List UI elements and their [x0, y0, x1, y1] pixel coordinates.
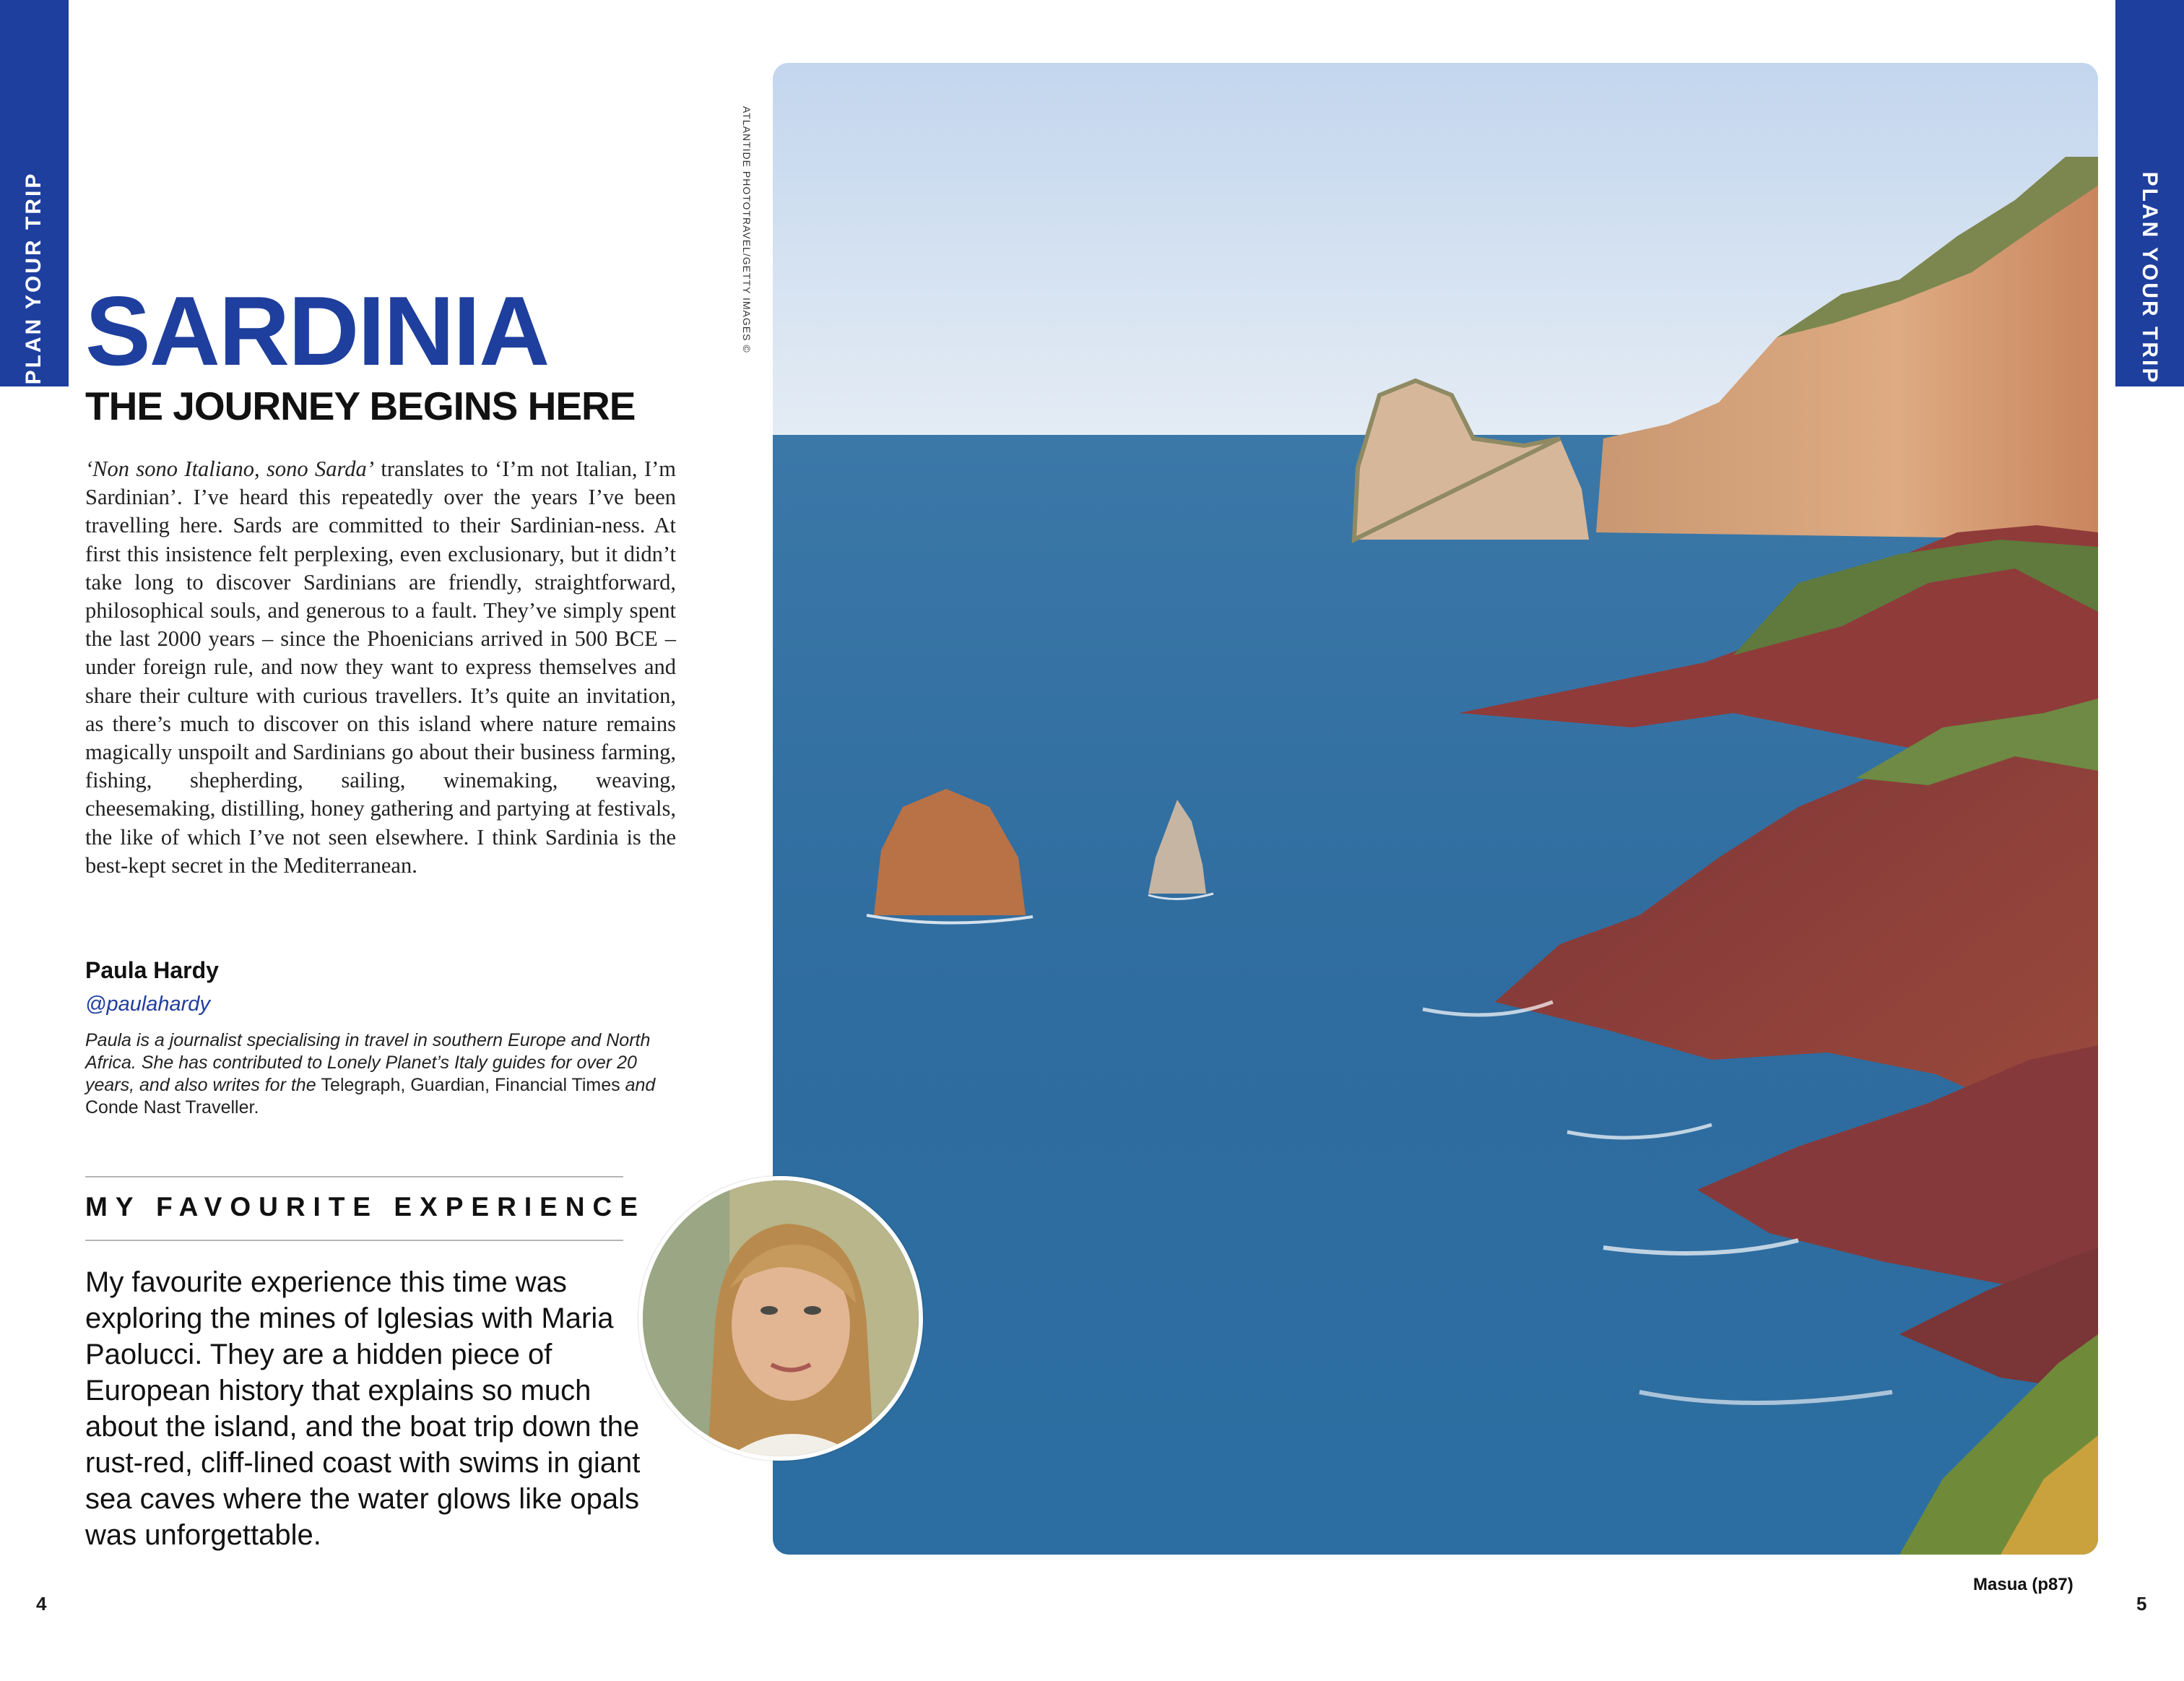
- divider-top: [85, 1176, 623, 1177]
- author-bio: [85, 1029, 677, 1119]
- author-bio-text: Paula is a journalist specialising in travel in southern Europe and North Africa. She has contributed to Lonely Planet’s Italy guides for over 20 years, and also writes for the: [85, 1030, 651, 1095]
- photo-caption: Masua (p87): [1973, 1575, 2074, 1594]
- author-portrait: [638, 1176, 923, 1461]
- page-subtitle: THE JOURNEY BEGINS HERE: [85, 384, 636, 428]
- intro-text: translates to ‘I’m not Italian, I’m Sardinian’. I’ve heard this repeatedly over the years I’ve been travelling here. Sards are committed to their Sardinian-ness. At first this insistence felt perplexing, even exclusionary, but it didn’t take long to discover Sardinians are friendly, straightforward, philosophical souls, and generous to a fault. They’ve simply spent the last 2000 years – since the Phoenicians arrived in 500 BCE – under foreign rule, and now they want to express themselves and share their culture with curious travellers. It’s quite an invitation, as there’s much to discover on this island where nature remains magically unspoilt and Sardinians go about their business farming, fishing, shepherding, sailing, winemaking, weaving, cheesemaking, distilling, honey gathering and partying at festivals, the like of which I’ve not seen elsewhere. I think Sardinia is the best-kept secret in the Mediterranean.: [85, 457, 676, 878]
- page-number-right: 5: [2136, 1593, 2147, 1615]
- page-title: SARDINIA: [85, 276, 549, 386]
- side-tab-right: [2115, 0, 2184, 386]
- side-tab-left-label: PLAN YOUR TRIP: [22, 171, 46, 385]
- intro-paragraph: [85, 455, 676, 880]
- divider-bottom: [85, 1240, 623, 1241]
- favourite-text: My favourite experience this time was exploring the mines of Iglesias with Maria Paolucci. They are a hidden piece of European history that explains so much about the island, and the boat trip down the rust-red, cliff-lined coast with swims in giant sea caves where the water glows like opals was unforgettable.: [85, 1266, 641, 1551]
- coast-photo: [773, 63, 2098, 1555]
- author-handle-link[interactable]: @paulahardy: [85, 993, 210, 1016]
- side-tab-left: [0, 0, 69, 386]
- author-bio-and: and: [620, 1075, 656, 1095]
- intro-quote: ‘Non sono Italiano, sono Sarda’: [85, 457, 374, 481]
- page-number-left: 4: [36, 1593, 47, 1615]
- side-tab-right-label: PLAN YOUR TRIP: [2138, 171, 2162, 385]
- author-bio-publications: Telegraph, Guardian, Financial Times: [321, 1075, 620, 1095]
- author-bio-publication-2: Conde Nast Traveller.: [85, 1097, 259, 1118]
- photo-credit: ATLANTIDE PHOTOTRAVEL/GETTY IMAGES ©: [741, 106, 753, 353]
- favourite-heading: MY FAVOURITE EXPERIENCE: [85, 1192, 646, 1222]
- author-name: Paula Hardy: [85, 957, 219, 983]
